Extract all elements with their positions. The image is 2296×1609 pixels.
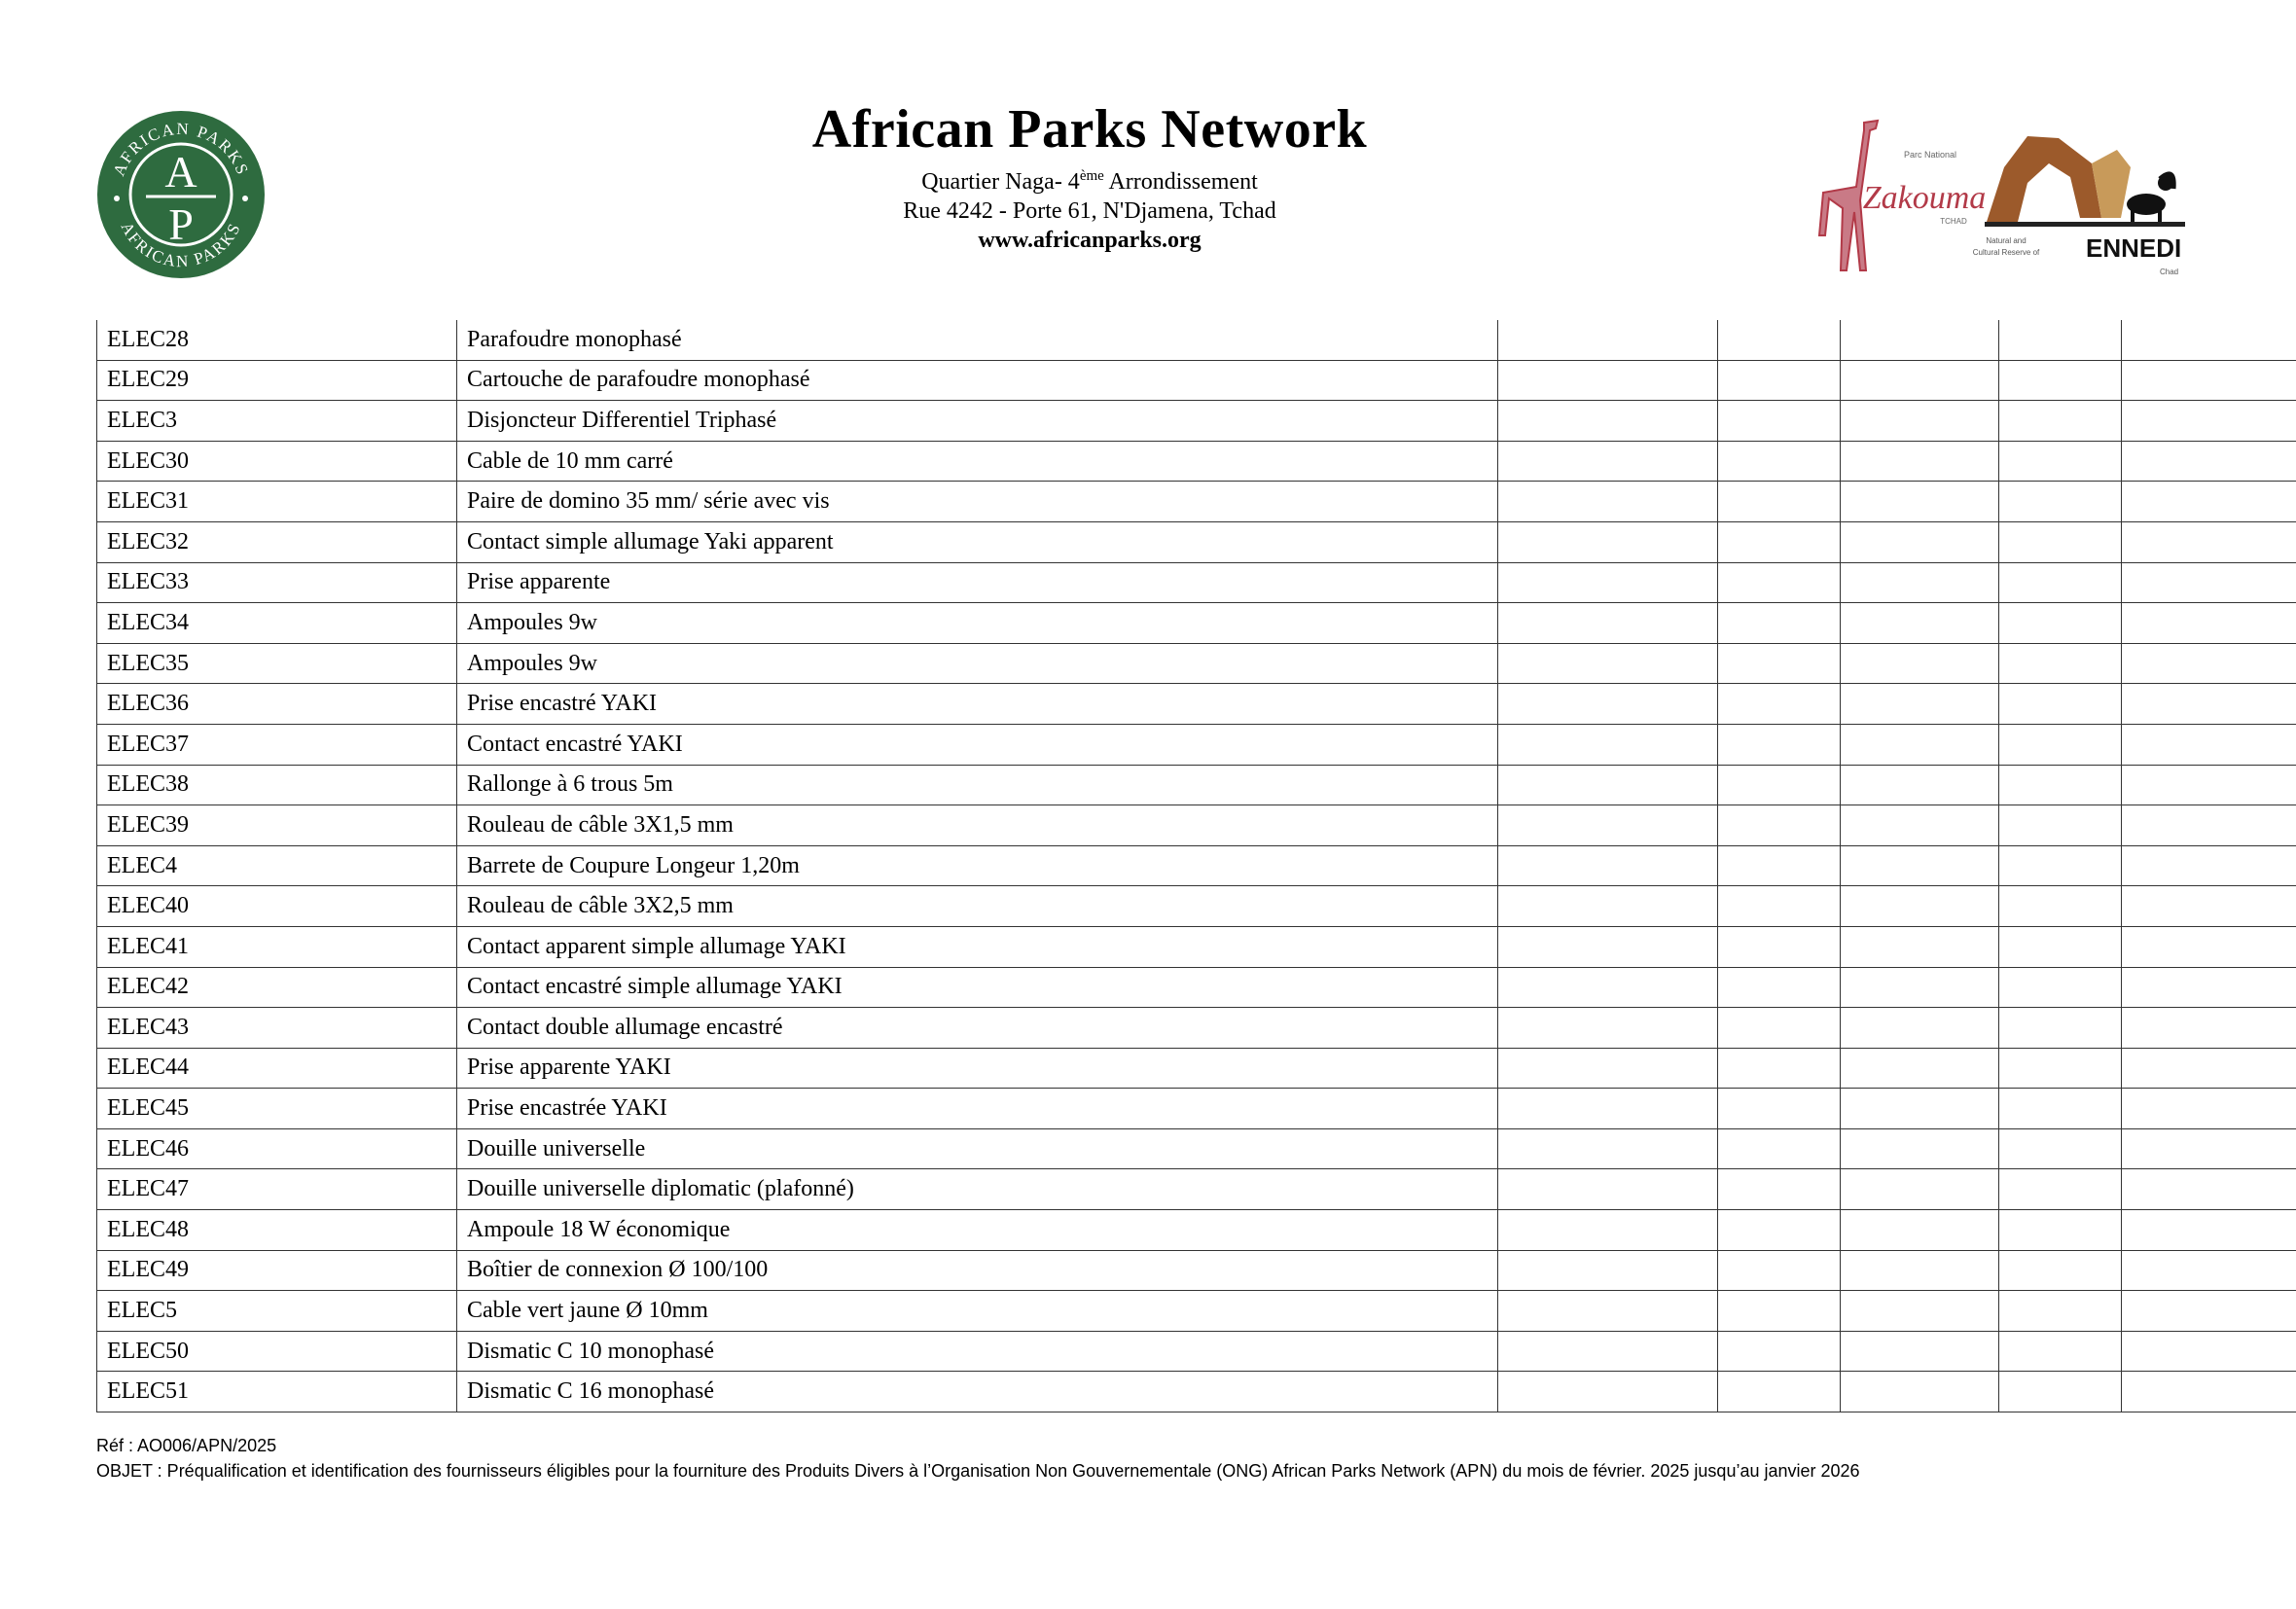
item-code: ELEC41 [97, 926, 457, 967]
empty-cell [2122, 401, 2296, 442]
table-row [97, 1291, 2296, 1332]
logo-ring-text-top: AFRICAN PARKS [109, 119, 253, 179]
african-parks-logo [95, 109, 267, 280]
empty-cell [1718, 1331, 1841, 1372]
zakouma-country: TCHAD [1940, 217, 1967, 226]
empty-cell [2122, 1372, 2296, 1412]
ennedi-ground-line [1985, 222, 2185, 227]
empty-cell [1718, 684, 1841, 725]
table-row [97, 805, 2296, 846]
items-table [96, 320, 2296, 1412]
empty-cell [1841, 1128, 1999, 1169]
table-row [97, 1210, 2296, 1251]
item-code: ELEC43 [97, 1008, 457, 1049]
table-row [97, 765, 2296, 805]
empty-cell [1841, 1048, 1999, 1089]
ennedi-name: ENNEDI [2086, 233, 2182, 263]
empty-cell [1498, 684, 1718, 725]
item-designation: Prise apparente YAKI [457, 1048, 1498, 1089]
item-designation: Prise apparente [457, 562, 1498, 603]
item-designation: Douille universelle [457, 1128, 1498, 1169]
item-designation: Contact encastré YAKI [457, 724, 1498, 765]
empty-cell [1718, 482, 1841, 522]
address-line-2: Rue 4242 - Porte 61, N'Djamena, Tchad [903, 198, 1276, 224]
table-row [97, 441, 2296, 482]
empty-cell [1999, 926, 2122, 967]
empty-cell [2122, 1089, 2296, 1129]
empty-cell [1841, 926, 1999, 967]
empty-cell [1498, 401, 1718, 442]
item-code: ELEC31 [97, 482, 457, 522]
empty-cell [1498, 845, 1718, 886]
empty-cell [1841, 360, 1999, 401]
item-designation: Contact encastré simple allumage YAKI [457, 967, 1498, 1008]
empty-cell [1999, 1169, 2122, 1210]
empty-cell [1498, 926, 1718, 967]
item-designation: Paire de domino 35 mm/ série avec vis [457, 482, 1498, 522]
item-designation: Parafoudre monophasé [457, 320, 1498, 360]
empty-cell [1841, 1331, 1999, 1372]
item-designation: Douille universelle diplomatic (plafonné) [457, 1169, 1498, 1210]
item-code: ELEC45 [97, 1089, 457, 1129]
item-designation: Ampoules 9w [457, 643, 1498, 684]
item-code: ELEC4 [97, 845, 457, 886]
empty-cell [1841, 765, 1999, 805]
item-code: ELEC28 [97, 320, 457, 360]
table-row [97, 1331, 2296, 1372]
empty-cell [2122, 482, 2296, 522]
empty-cell [1841, 320, 1999, 360]
empty-cell [1718, 1250, 1841, 1291]
empty-cell [1999, 1008, 2122, 1049]
item-code: ELEC3 [97, 401, 457, 442]
ennedi-small-text-2: Cultural Reserve of [1972, 248, 2040, 257]
empty-cell [2122, 967, 2296, 1008]
empty-cell [1841, 603, 1999, 644]
empty-cell [1841, 1008, 1999, 1049]
ennedi-small-text-1: Natural and [1986, 236, 2027, 245]
address-line-1-post: Arrondissement [1103, 169, 1258, 195]
empty-cell [1999, 1291, 2122, 1332]
empty-cell [1718, 845, 1841, 886]
empty-cell [1841, 805, 1999, 846]
logo-ring-text-bottom: AFRICAN PARKS [117, 219, 245, 271]
item-designation: Cartouche de parafoudre monophasé [457, 360, 1498, 401]
table-row [97, 967, 2296, 1008]
empty-cell [1999, 805, 2122, 846]
item-code: ELEC47 [97, 1169, 457, 1210]
item-designation: Boîtier de connexion Ø 100/100 [457, 1250, 1498, 1291]
item-designation: Ampoules 9w [457, 603, 1498, 644]
empty-cell [1841, 1372, 1999, 1412]
empty-cell [2122, 562, 2296, 603]
empty-cell [1718, 1169, 1841, 1210]
empty-cell [1498, 1331, 1718, 1372]
empty-cell [1498, 320, 1718, 360]
empty-cell [1498, 1291, 1718, 1332]
empty-cell [1999, 1128, 2122, 1169]
empty-cell [1841, 845, 1999, 886]
empty-cell [1718, 967, 1841, 1008]
empty-cell [1841, 1089, 1999, 1129]
address-line-1-pre: Quartier Naga- 4 [921, 169, 1080, 195]
table-row [97, 320, 2296, 360]
website: www.africanparks.org [978, 228, 1202, 253]
item-designation: Rallonge à 6 trous 5m [457, 765, 1498, 805]
item-code: ELEC33 [97, 562, 457, 603]
empty-cell [1498, 724, 1718, 765]
empty-cell [1841, 482, 1999, 522]
item-code: ELEC42 [97, 967, 457, 1008]
item-code: ELEC49 [97, 1250, 457, 1291]
empty-cell [1841, 1291, 1999, 1332]
empty-cell [1718, 643, 1841, 684]
empty-cell [1718, 1291, 1841, 1332]
empty-cell [2122, 1169, 2296, 1210]
item-designation: Dismatic C 10 monophasé [457, 1331, 1498, 1372]
empty-cell [2122, 1048, 2296, 1089]
table-row [97, 1372, 2296, 1412]
empty-cell [1841, 521, 1999, 562]
empty-cell [1498, 1048, 1718, 1089]
empty-cell [1841, 401, 1999, 442]
table-row [97, 1250, 2296, 1291]
item-designation: Dismatic C 16 monophasé [457, 1372, 1498, 1412]
empty-cell [1718, 1048, 1841, 1089]
empty-cell [1999, 724, 2122, 765]
item-code: ELEC38 [97, 765, 457, 805]
empty-cell [1841, 1250, 1999, 1291]
empty-cell [1999, 441, 2122, 482]
empty-cell [2122, 926, 2296, 967]
empty-cell [1718, 401, 1841, 442]
empty-cell [1841, 967, 1999, 1008]
rock-arch-icon [1987, 136, 2131, 222]
address-line-1-sup: ème [1079, 168, 1104, 184]
empty-cell [1718, 1210, 1841, 1251]
empty-cell [2122, 765, 2296, 805]
table-row [97, 643, 2296, 684]
empty-cell [1718, 805, 1841, 846]
empty-cell [1498, 1250, 1718, 1291]
item-code: ELEC37 [97, 724, 457, 765]
item-designation: Disjoncteur Differentiel Triphasé [457, 401, 1498, 442]
table-row [97, 1169, 2296, 1210]
empty-cell [1999, 643, 2122, 684]
empty-cell [1999, 401, 2122, 442]
empty-cell [1841, 886, 1999, 927]
item-code: ELEC44 [97, 1048, 457, 1089]
empty-cell [1718, 441, 1841, 482]
empty-cell [1718, 521, 1841, 562]
item-code: ELEC46 [97, 1128, 457, 1169]
empty-cell [1999, 360, 2122, 401]
org-name: African Parks Network [811, 99, 1368, 160]
item-designation: Contact apparent simple allumage YAKI [457, 926, 1498, 967]
ennedi-country: Chad [2160, 268, 2179, 276]
table-row [97, 521, 2296, 562]
empty-cell [1718, 1089, 1841, 1129]
item-code: ELEC36 [97, 684, 457, 725]
empty-cell [1999, 1372, 2122, 1412]
empty-cell [1718, 926, 1841, 967]
item-designation: Ampoule 18 W économique [457, 1210, 1498, 1251]
table-row [97, 684, 2296, 725]
ennedi-logo [1972, 128, 2185, 284]
empty-cell [2122, 1250, 2296, 1291]
empty-cell [1999, 603, 2122, 644]
empty-cell [2122, 724, 2296, 765]
empty-cell [1718, 562, 1841, 603]
empty-cell [1999, 1048, 2122, 1089]
letterhead [0, 0, 2276, 311]
table-row [97, 724, 2296, 765]
empty-cell [1498, 521, 1718, 562]
empty-cell [1999, 562, 2122, 603]
empty-cell [1498, 886, 1718, 927]
empty-cell [1498, 1128, 1718, 1169]
table-row [97, 886, 2296, 927]
empty-cell [2122, 1210, 2296, 1251]
empty-cell [1999, 1331, 2122, 1372]
empty-cell [1841, 684, 1999, 725]
empty-cell [1498, 765, 1718, 805]
empty-cell [1498, 441, 1718, 482]
empty-cell [2122, 886, 2296, 927]
address-line-1 [681, 161, 1498, 197]
item-code: ELEC5 [97, 1291, 457, 1332]
empty-cell [1999, 967, 2122, 1008]
empty-cell [1498, 1169, 1718, 1210]
item-code: ELEC32 [97, 521, 457, 562]
empty-cell [1498, 967, 1718, 1008]
empty-cell [2122, 643, 2296, 684]
empty-cell [1498, 1210, 1718, 1251]
empty-cell [1718, 1008, 1841, 1049]
logo-letter-a: A [164, 147, 197, 197]
item-designation: Rouleau de câble 3X2,5 mm [457, 886, 1498, 927]
empty-cell [2122, 1008, 2296, 1049]
item-code: ELEC35 [97, 643, 457, 684]
empty-cell [1999, 521, 2122, 562]
objet: OBJET : Préqualification et identification des fournisseurs éligibles pour la fourniture des Produits Divers à l’Organisation Non Gouvernementale (ONG) African Parks Network (APN) du mois de février. 2025 jusqu’au janvier 2026 [96, 1461, 1860, 1481]
empty-cell [1718, 320, 1841, 360]
empty-cell [1841, 1169, 1999, 1210]
empty-cell [1841, 562, 1999, 603]
empty-cell [1498, 360, 1718, 401]
empty-cell [1498, 603, 1718, 644]
empty-cell [2122, 1128, 2296, 1169]
empty-cell [1999, 765, 2122, 805]
empty-cell [1999, 1089, 2122, 1129]
empty-cell [2122, 1291, 2296, 1332]
barbary-sheep-icon [2127, 174, 2173, 224]
empty-cell [1498, 1008, 1718, 1049]
table-row [97, 562, 2296, 603]
empty-cell [1999, 845, 2122, 886]
item-designation: Prise encastrée YAKI [457, 1089, 1498, 1129]
item-designation: Cable de 10 mm carré [457, 441, 1498, 482]
table-row [97, 1048, 2296, 1089]
document-footer [96, 1433, 1860, 1484]
empty-cell [1498, 562, 1718, 603]
table-row [97, 401, 2296, 442]
zakouma-small-text: Parc National [1903, 150, 1957, 160]
item-designation: Contact double allumage encastré [457, 1008, 1498, 1049]
table-row [97, 1089, 2296, 1129]
item-code: ELEC39 [97, 805, 457, 846]
empty-cell [1498, 1372, 1718, 1412]
table-row [97, 360, 2296, 401]
empty-cell [1718, 360, 1841, 401]
empty-cell [1498, 482, 1718, 522]
empty-cell [1841, 724, 1999, 765]
item-code: ELEC50 [97, 1331, 457, 1372]
empty-cell [1999, 320, 2122, 360]
item-designation: Cable vert jaune Ø 10mm [457, 1291, 1498, 1332]
item-designation: Barrete de Coupure Longeur 1,20m [457, 845, 1498, 886]
organisation-heading [681, 97, 1498, 255]
table-row [97, 1008, 2296, 1049]
empty-cell [1718, 765, 1841, 805]
item-code: ELEC51 [97, 1372, 457, 1412]
empty-cell [1718, 1128, 1841, 1169]
item-designation: Contact simple allumage Yaki apparent [457, 521, 1498, 562]
empty-cell [2122, 360, 2296, 401]
empty-cell [2122, 441, 2296, 482]
empty-cell [1498, 1089, 1718, 1129]
zakouma-logo [1808, 115, 1987, 278]
empty-cell [2122, 320, 2296, 360]
item-code: ELEC30 [97, 441, 457, 482]
empty-cell [1999, 886, 2122, 927]
empty-cell [1999, 1250, 2122, 1291]
empty-cell [1999, 482, 2122, 522]
empty-cell [2122, 845, 2296, 886]
item-code: ELEC48 [97, 1210, 457, 1251]
empty-cell [1718, 724, 1841, 765]
empty-cell [1999, 1210, 2122, 1251]
empty-cell [2122, 805, 2296, 846]
reference: Réf : AO006/APN/2025 [96, 1436, 277, 1455]
empty-cell [2122, 684, 2296, 725]
empty-cell [1498, 805, 1718, 846]
item-code: ELEC34 [97, 603, 457, 644]
item-code: ELEC29 [97, 360, 457, 401]
item-code: ELEC40 [97, 886, 457, 927]
empty-cell [1999, 684, 2122, 725]
empty-cell [1718, 886, 1841, 927]
empty-cell [1841, 1210, 1999, 1251]
table-row [97, 845, 2296, 886]
empty-cell [1718, 603, 1841, 644]
item-designation: Prise encastré YAKI [457, 684, 1498, 725]
empty-cell [2122, 1331, 2296, 1372]
empty-cell [1718, 1372, 1841, 1412]
empty-cell [1841, 441, 1999, 482]
table-row [97, 1128, 2296, 1169]
logo-letter-p: P [168, 199, 194, 249]
item-designation: Rouleau de câble 3X1,5 mm [457, 805, 1498, 846]
table-row [97, 926, 2296, 967]
empty-cell [1498, 643, 1718, 684]
table-row [97, 482, 2296, 522]
empty-cell [2122, 521, 2296, 562]
table-row [97, 603, 2296, 644]
zakouma-name: Zakouma [1862, 180, 1987, 216]
empty-cell [2122, 603, 2296, 644]
empty-cell [1841, 643, 1999, 684]
